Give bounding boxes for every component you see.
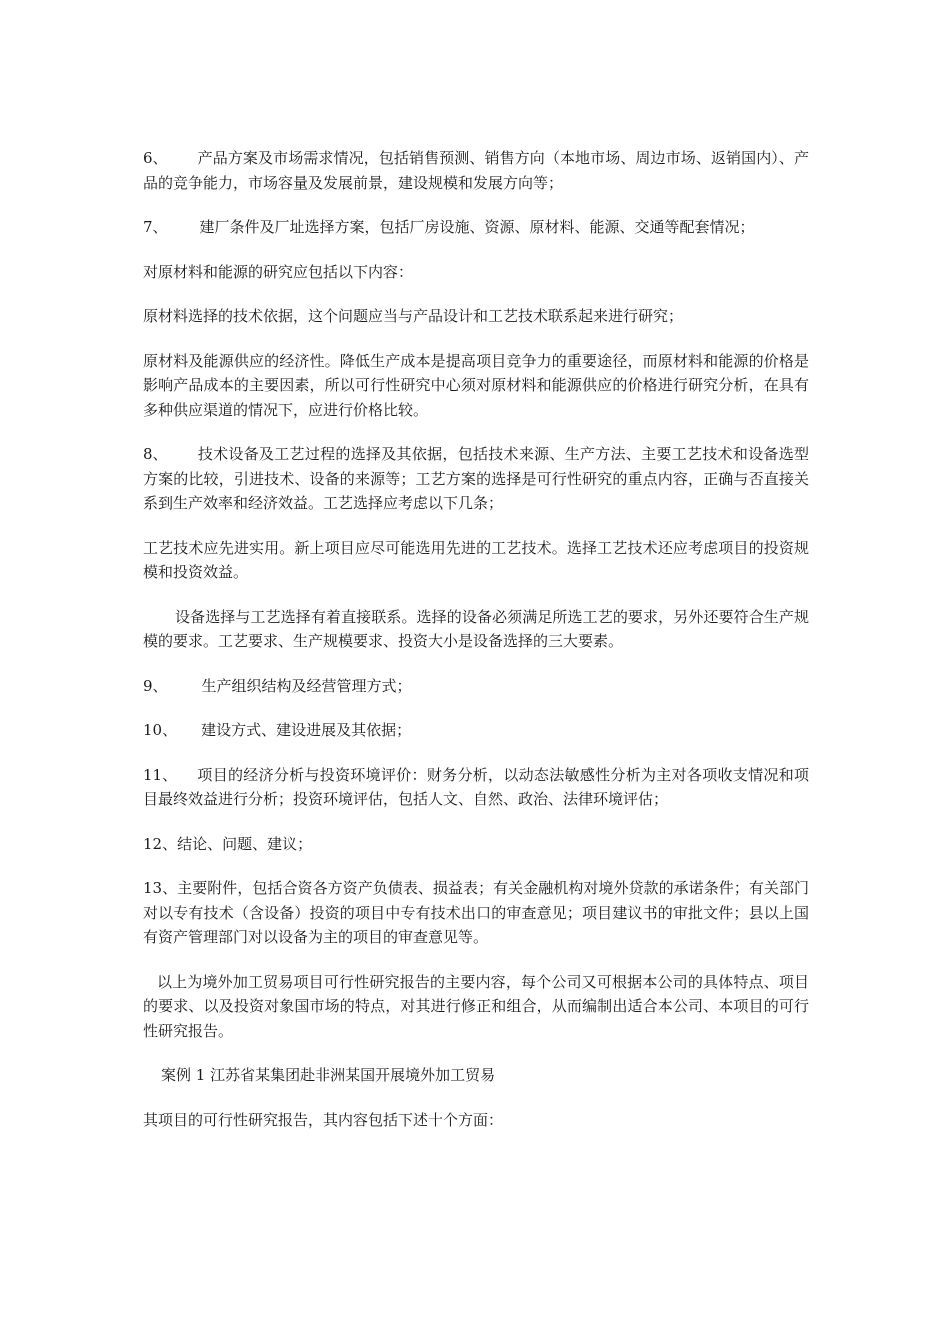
item-number: 7、 [143, 218, 168, 236]
item-number: 11、 [143, 765, 178, 784]
paragraph-materials-economy [143, 349, 809, 423]
paragraph-text: 项目的经济分析与投资环境评价：财务分析，以动态法敏感性分析为主对各项收支情况和项目最终效益进行分析；投资环境评估，包括人文、自然、政治、法律环境评估； [143, 765, 809, 808]
paragraph-text: 建厂条件及厂址选择方案，包括厂房设施、资源、原材料、能源、交通等配套情况； [199, 218, 755, 236]
paragraph-text: 原材料选择的技术依据，这个问题应当与产品设计和工艺技术联系起来进行研究； [143, 307, 684, 325]
item-number: 6、 [143, 149, 168, 167]
paragraph-case-title [143, 1063, 809, 1088]
paragraph-12 [143, 832, 809, 857]
paragraph-13 [143, 876, 809, 950]
paragraph-text: 工艺技术应先进实用。新上项目应尽可能选用先进的工艺技术。选择工艺技术还应考虑项目的投资规模和投资效益。 [143, 538, 809, 581]
item-number: 9、 [143, 676, 168, 695]
paragraph-text: 案例 1 江苏省某集团赴非洲某国开展境外加工贸易 [161, 1066, 496, 1084]
paragraph-text: 原材料及能源供应的经济性。降低生产成本是提高项目竞争力的重要途径，而原材料和能源的价格是影响产品成本的主要因素，所以可行性研究中心须对原材料和能源供应的价格进行研究分析，在具有多种供应渠道的情况下，应进行价格比较。 [143, 351, 809, 419]
document-body [143, 146, 809, 1152]
paragraph-text: 设备选择与工艺选择有着直接联系。选择的设备必须满足所选工艺的要求，另外还要符合生产规模的要求。工艺要求、生产规模要求、投资大小是设备选择的三大要素。 [143, 607, 809, 650]
paragraph-text: 其项目的可行性研究报告，其内容包括下述十个方面： [143, 1110, 504, 1129]
paragraph-process-tech [143, 536, 809, 585]
paragraph-11 [143, 763, 809, 812]
item-number: 10、 [143, 721, 178, 739]
paragraph-text: 以上为境外加工贸易项目可行性研究报告的主要内容，每个公司又可根据本公司的具体特点、项目的要求、以及投资对象国市场的特点，对其进行修正和组合，从而编制出适合本公司、本项目的可行性研究报告。 [143, 972, 809, 1040]
paragraph-10 [143, 718, 809, 743]
item-number: 8、 [143, 445, 168, 463]
paragraph-materials-basis [143, 304, 809, 329]
paragraph-text: 产品方案及市场需求情况，包括销售预测、销售方向（本地市场、周边市场、返销国内）、产品的竞争能力，市场容量及发展前景，建设规模和发展方向等； [143, 149, 809, 192]
paragraph-7 [143, 215, 809, 240]
paragraph-8 [143, 442, 809, 516]
paragraph-text: 12、结论、问题、建议； [143, 834, 313, 853]
paragraph-text: 生产组织结构及经营管理方式； [201, 676, 412, 695]
paragraph-text: 对原材料和能源的研究应包括以下内容： [143, 262, 414, 281]
paragraph-summary [143, 970, 809, 1044]
paragraph-materials-intro [143, 260, 809, 285]
paragraph-6 [143, 146, 809, 195]
paragraph-text: 建设方式、建设进展及其依据； [201, 721, 412, 739]
paragraph-equipment [143, 605, 809, 654]
paragraph-text: 13、主要附件，包括合资各方资产负债表、损益表；有关金融机构对境外贷款的承诺条件；有关部门对以专有技术（含设备）投资的项目中专有技术出口的审查意见；项目建议书的审批文件；县以上国有资产管理部门对以设备为主的项目的审查意见等。 [143, 879, 809, 946]
paragraph-9 [143, 674, 809, 699]
paragraph-case-intro [143, 1108, 809, 1133]
paragraph-text: 技术设备及工艺过程的选择及其依据，包括技术来源、生产方法、主要工艺技术和设备选型方案的比较，引进技术、设备的来源等；工艺方案的选择是可行性研究的重点内容，正确与否直接关系到生产效率和经济效益。工艺选择应考虑以下几条； [143, 445, 809, 512]
